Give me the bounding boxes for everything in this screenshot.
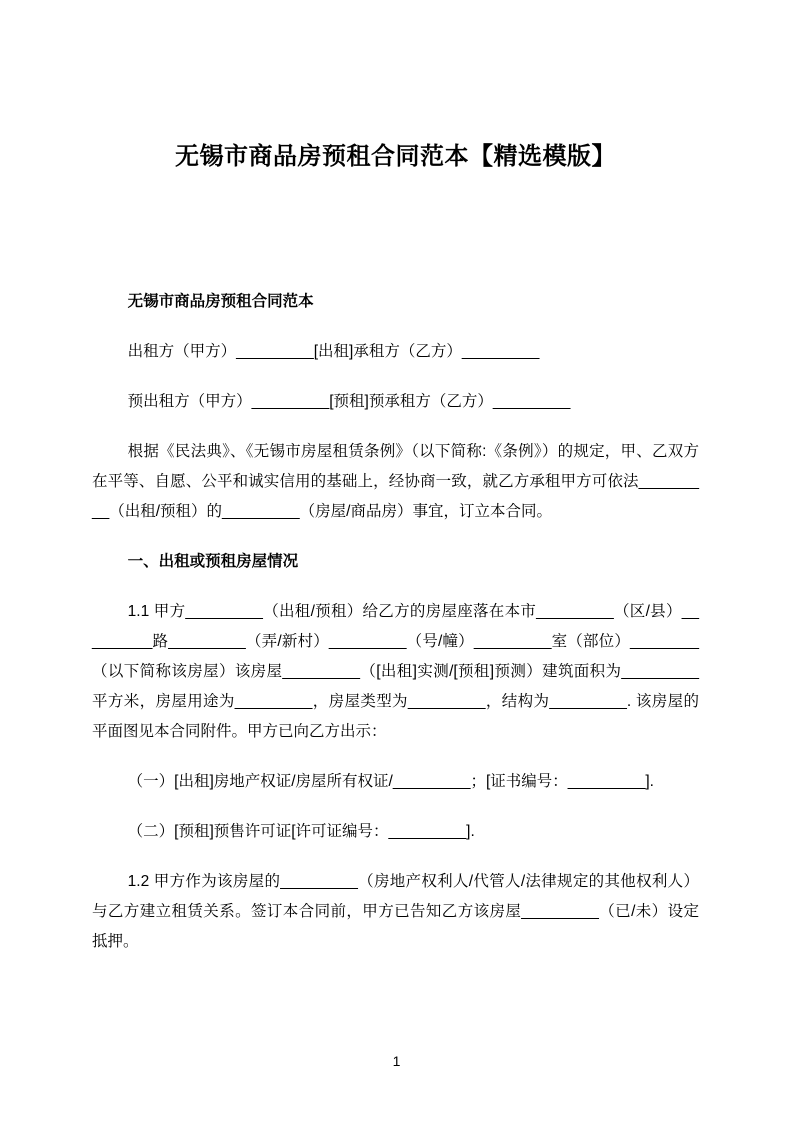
document-title: 无锡市商品房预租合同范本【精选模版】 — [175, 143, 616, 170]
section-1-heading: 一、出租或预租房屋情况 — [127, 553, 299, 570]
preamble-paragraph: 根据《民法典》、《无锡市房屋租赁条例》（以下简称:《条例》）的规定，甲、乙双方在平等、自愿、公平和诚实信用的基础上，经协商一致，就乙方承租甲方可依法_________（出租/预租）的_________（房屋/商品房）事宜，订立本合同。 — [92, 443, 699, 520]
contract-subtitle: 无锡市商品房预租合同范本 — [127, 293, 314, 310]
document-body — [92, 287, 699, 957]
page-number: 1 — [392, 1053, 401, 1069]
clause-1-2: 1.2 甲方作为该房屋的_________（房地产权利人/代管人/法律规定的其他权利人）与乙方建立租赁关系。签订本合同前，甲方已告知乙方该房屋_________（已/未）设定抵押。 — [92, 873, 699, 950]
item-2-presale-permit: （二）[预租]预售许可证[许可证编号：_________]. — [127, 823, 475, 840]
lessor-lessee-line: 出租方（甲方）_________[出租]承租方（乙方）_________ — [127, 343, 540, 360]
clause-1-1: 1.1 甲方_________（出租/预租）给乙方的房屋座落在本市_________（区/县）_________路_________（弄/新村）_________（号/幢）_________室（部位）________（以下简称该房屋）该房屋_________（[出租]实测/[预租]预测）建筑面积为_________平方米，房屋用途为_________，房屋类型为_________，结构为_________. 该房屋的平面图见本合同附件。甲方已向乙方出示： — [92, 603, 699, 740]
pre-lessor-pre-lessee-line: 预出租方（甲方）_________[预租]预承租方（乙方）_________ — [127, 393, 571, 410]
item-1-property-certificate: （一）[出租]房地产权证/房屋所有权证/_________；[证书编号：_________]. — [127, 773, 654, 790]
